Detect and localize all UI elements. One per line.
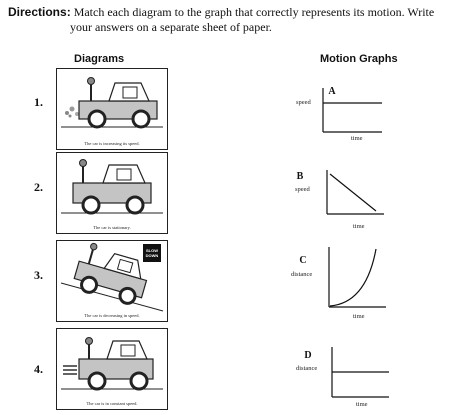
directions-text-line1: Match each diagram to the graph that correctly represents its motion. Write [73, 5, 435, 19]
graph-a [322, 86, 384, 136]
diagram-2-caption: The car is stationary. [93, 225, 131, 230]
item-2-number: 2. [34, 180, 43, 194]
graph-c [328, 245, 388, 311]
car-stationary-illustration [57, 153, 167, 233]
sign-line1: SLOW [146, 248, 158, 253]
diagram-2 [56, 152, 168, 234]
item-3-number: 3. [34, 268, 43, 282]
diagram-4 [56, 328, 168, 410]
diagram-1 [56, 68, 168, 150]
graph-b [326, 168, 386, 218]
graph-d-ylabel: distance [296, 365, 318, 372]
graph-b-letter: B [296, 171, 304, 182]
item-4-number: 4. [34, 362, 43, 376]
speed-lines-icon [63, 366, 77, 374]
directions: Directions: Match each diagram to the graph that correctly represents its motion. Write your answers on a separate sheet of paper. [8, 5, 463, 35]
diagram-3-caption: The car is decreasing in speed. [84, 313, 140, 318]
directions-text-line2: your answers on a separate sheet of paper. [70, 20, 272, 34]
graph-b-line [330, 174, 376, 211]
slow-down-sign [143, 244, 161, 262]
graph-c-xlabel: time [353, 313, 365, 320]
graph-c-letter: C [299, 255, 307, 266]
graph-d-xlabel: time [356, 401, 368, 408]
item-1-number: 1. [34, 95, 43, 109]
car-accelerating-illustration [57, 69, 167, 149]
graph-b-ylabel: speed [295, 186, 310, 193]
graph-c-curve [330, 249, 376, 306]
graph-b-xlabel: time [353, 223, 365, 230]
car-constant-speed-illustration [57, 329, 167, 409]
exhaust-smoke-icon [65, 107, 79, 118]
graph-d [331, 345, 391, 401]
graph-a-xlabel: time [351, 135, 363, 142]
diagram-1-caption: The car is increasing its speed. [84, 141, 140, 146]
motion-graphs-header: Motion Graphs [320, 53, 398, 65]
graph-c-ylabel: distance [291, 271, 313, 278]
graph-a-ylabel: speed [296, 99, 311, 106]
graph-d-letter: D [304, 350, 312, 361]
diagrams-header: Diagrams [74, 53, 125, 65]
diagram-4-caption: The car is in constant speed. [86, 401, 138, 406]
sign-line2: DOWN [145, 253, 159, 258]
graph-a-letter: A [328, 86, 336, 97]
directions-label: Directions [8, 5, 67, 19]
